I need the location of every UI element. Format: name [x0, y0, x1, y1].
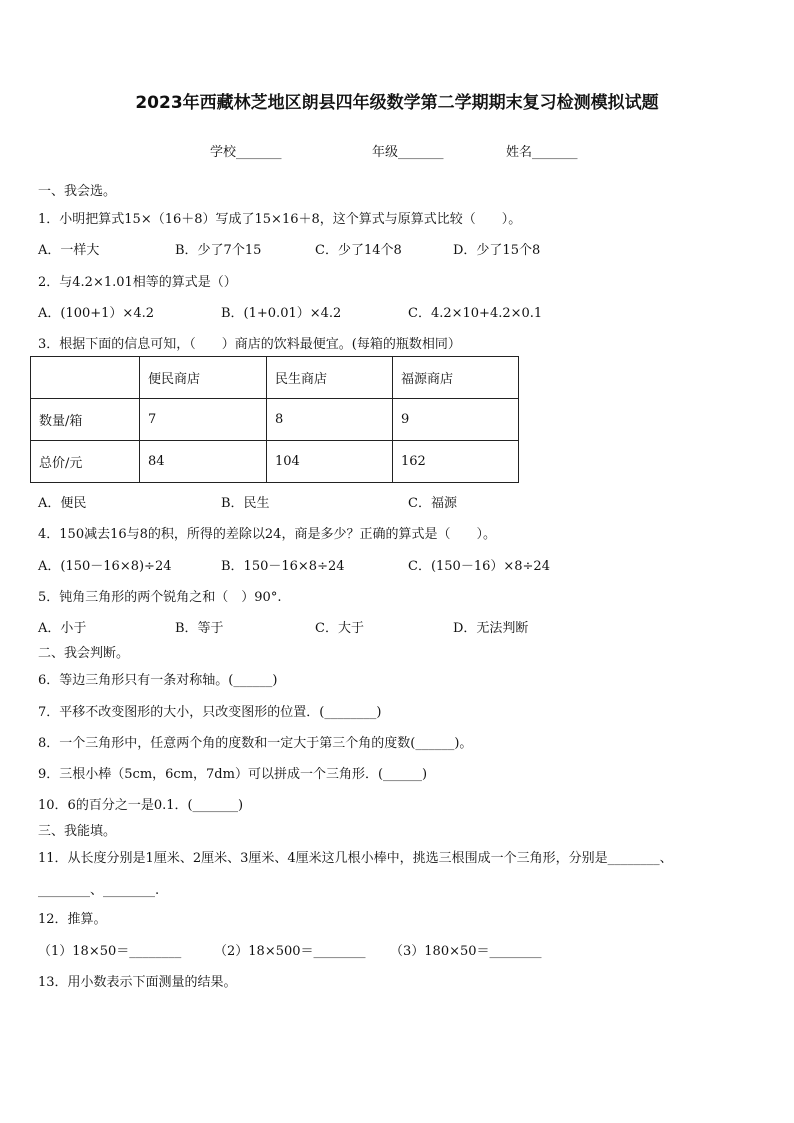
question-8: 8．一个三角形中，任意两个角的度数和一定大于第三个角的度数(______)。 — [38, 736, 473, 751]
table-header-cell: 民生商店 — [267, 357, 393, 399]
q5-option-c: C．大于 — [315, 621, 364, 636]
q5-option-b: B．等于 — [175, 621, 224, 636]
table-row — [31, 357, 519, 399]
question-10: 10．6的百分之一是0.1．(_______) — [38, 798, 244, 813]
table-cell: 162 — [393, 441, 519, 483]
q4-option-a: A．(150－16×8)÷24 — [38, 559, 172, 574]
table-row-label: 数量/箱 — [31, 399, 140, 441]
question-13: 13．用小数表示下面测量的结果。 — [38, 975, 237, 990]
section-heading: 一、我会选。 — [38, 184, 117, 199]
question-3: 3．根据下面的信息可知，（ ）商店的饮料最便宜。(每箱的瓶数相同） — [38, 337, 461, 352]
q2-option-c: C．4.2×10+4.2×0.1 — [408, 306, 543, 321]
question-12: 12．推算。 — [38, 912, 107, 927]
table-cell: 84 — [140, 441, 267, 483]
question-9: 9．三根小棒（5cm，6cm，7dm）可以拼成一个三角形．(______) — [38, 767, 428, 782]
q5-option-a: A．小于 — [38, 621, 87, 636]
question-11: 11．从长度分别是1厘米、2厘米、3厘米、4厘米这几根小棒中，挑选三根围成一个三角形，分别是________、 — [38, 851, 673, 866]
question-5: 5．钝角三角形的两个锐角之和（ ）90°. — [38, 590, 282, 605]
q4-option-c: C．(150－16）×8÷24 — [408, 559, 550, 574]
q5-option-d: D．无法判断 — [453, 621, 529, 636]
section-heading: 三、我能填。 — [38, 824, 117, 839]
section-heading: 二、我会判断。 — [38, 646, 130, 661]
q12-part-3: （3）180×50＝________ — [390, 944, 542, 959]
table-header-cell: 福源商店 — [393, 357, 519, 399]
q3-option-c: C．福源 — [408, 496, 457, 511]
store-table — [30, 356, 519, 483]
table-row-label: 总价/元 — [31, 441, 140, 483]
q1-option-d: D．少了15个8 — [453, 243, 541, 258]
table-row — [31, 441, 519, 483]
table-cell: 9 — [393, 399, 519, 441]
q2-option-a: A．(100+1）×4.2 — [38, 306, 155, 321]
question-2: 2．与4.2×1.01相等的算式是（） — [38, 275, 237, 290]
page-title: 2023年西藏林芝地区朗县四年级数学第二学期期末复习检测模拟试题 — [135, 93, 659, 113]
question-6: 6．等边三角形只有一条对称轴。(______) — [38, 673, 278, 688]
table-row — [31, 399, 519, 441]
q1-option-b: B．少了7个15 — [175, 243, 262, 258]
q3-option-b: B．民生 — [221, 496, 270, 511]
table-cell: 8 — [267, 399, 393, 441]
table-cell: 7 — [140, 399, 267, 441]
school-field: 学校_______ — [210, 145, 282, 160]
question-4: 4．150减去16与8的积，所得的差除以24，商是多少？正确的算式是（ ）。 — [38, 527, 496, 542]
q4-option-b: B．150－16×8÷24 — [221, 559, 345, 574]
question-1: 1．小明把算式15×（16＋8）写成了15×16＋8，这个算式与原算式比较（ ）。 — [38, 212, 522, 227]
question-7: 7．平移不改变图形的大小，只改变图形的位置．(________) — [38, 705, 382, 720]
q12-part-1: （1）18×50＝________ — [38, 944, 182, 959]
table-cell: 104 — [267, 441, 393, 483]
q1-option-c: C．少了14个8 — [315, 243, 402, 258]
q2-option-b: B．(1+0.01）×4.2 — [221, 306, 342, 321]
grade-field: 年级_______ — [372, 145, 444, 160]
q3-option-a: A．便民 — [38, 496, 87, 511]
q12-part-2: （2）18×500＝________ — [214, 944, 366, 959]
question-11-blanks: ________、________. — [38, 883, 160, 898]
q1-option-a: A．一样大 — [38, 243, 100, 258]
table-header-cell: 便民商店 — [140, 357, 267, 399]
table-cell — [31, 357, 140, 399]
name-field: 姓名_______ — [506, 145, 578, 160]
